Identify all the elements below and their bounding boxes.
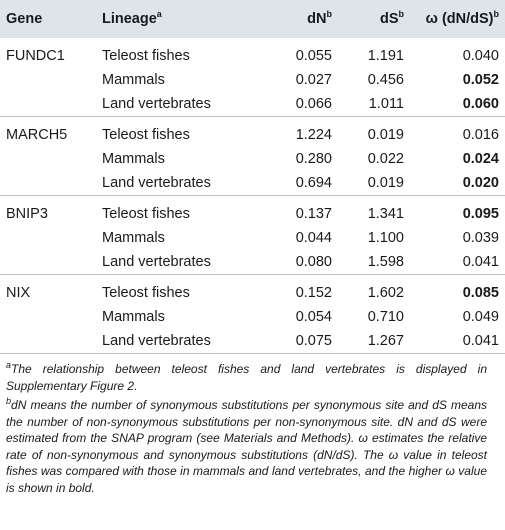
omega-cell: 0.095 [462, 206, 499, 222]
table-row [0, 117, 505, 148]
footnote-a-text: The relationship between teleost fishes and land vertebrates is displayed in Supplementary Figure 2. [6, 362, 487, 393]
dn-cell: 0.054 [295, 309, 332, 325]
header-ds: $dS^b$ [379, 9, 404, 27]
lineage-cell: Land vertebrates [102, 92, 260, 117]
omega-cell: 0.049 [462, 309, 499, 325]
dn-cell: 0.280 [295, 151, 332, 167]
gene-cell [0, 92, 102, 117]
header-dn: $dN^b$ [307, 9, 332, 27]
footnote-mark-a: a [156, 9, 162, 20]
table-row [0, 171, 505, 196]
omega-cell: 0.040 [462, 48, 499, 64]
footnote-a-mark: a [6, 360, 12, 370]
lineage-cell: Land vertebrates [102, 329, 260, 354]
omega-cell: 0.085 [462, 285, 499, 301]
ds-cell: 0.019 [367, 127, 404, 143]
ds-cell: 1.011 [332, 92, 404, 117]
omega-cell: 0.024 [462, 151, 499, 167]
ds-cell: 0.022 [367, 151, 404, 167]
lineage-cell: Mammals [102, 72, 165, 88]
dn-cell: 0.080 [260, 250, 332, 275]
lineage-cell: Teleost fishes [102, 127, 190, 143]
footnote-b [6, 397, 487, 496]
ds-cell: 1.598 [332, 250, 404, 275]
table-row [0, 38, 505, 68]
gene-cell: MARCH5 [6, 127, 68, 143]
dn-cell: 1.224 [295, 127, 332, 143]
omega-cell: 0.060 [404, 92, 505, 117]
gene-cell [0, 226, 102, 250]
gene-cell [0, 305, 102, 329]
lineage-cell: Teleost fishes [102, 206, 190, 222]
footnote-mark-b: b [398, 9, 404, 20]
dn-cell: 0.694 [260, 171, 332, 196]
header-row [0, 0, 505, 38]
footnote-a [6, 361, 487, 394]
omega-cell: 0.020 [404, 171, 505, 196]
table-row [0, 275, 505, 306]
gene-cell: FUNDC1 [6, 48, 65, 64]
gene-cell: BNIP3 [6, 206, 48, 222]
gene-cell [0, 250, 102, 275]
gene-cell [0, 68, 102, 92]
table-body [0, 38, 505, 354]
lineage-cell: Teleost fishes [102, 285, 190, 301]
table-row [0, 68, 505, 92]
gene-cell [0, 329, 102, 354]
ds-cell: 1.267 [332, 329, 404, 354]
omega-cell: 0.041 [404, 250, 505, 275]
table-row [0, 92, 505, 117]
footnote-b-text: dN means the number of synonymous substitutions per synonymous site and dS means the number of non-synonymous substitutions per non-synonymous site. dN and dS were estimated from the SNAP program (see Materials and Methods). ω estimates the relative rate of non-synonymous and synonymous substitutions (dN/dS). The ω value in teleost fishes was compared with those in mammals and land vertebrates, and the higher ω value is shown in bold. [6, 398, 487, 495]
footnote-mark-b: b [326, 9, 332, 20]
ds-cell: 1.100 [367, 230, 404, 246]
table-row [0, 250, 505, 275]
header-gene: Gene [6, 11, 43, 27]
omega-cell: 0.039 [462, 230, 499, 246]
ds-cell: 1.602 [367, 285, 404, 301]
dn-cell: 0.066 [260, 92, 332, 117]
dn-cell: 0.055 [295, 48, 332, 64]
lineage-cell: Mammals [102, 151, 165, 167]
omega-cell: 0.016 [462, 127, 499, 143]
gene-cell [0, 171, 102, 196]
ds-cell: 0.710 [367, 309, 404, 325]
omega-cell: 0.052 [462, 72, 499, 88]
ds-cell: 1.191 [367, 48, 404, 64]
dn-cell: 0.075 [260, 329, 332, 354]
table-row [0, 226, 505, 250]
gene-cell: NIX [6, 285, 31, 301]
table-row [0, 147, 505, 171]
lineage-cell: Mammals [102, 230, 165, 246]
dn-cell: 0.044 [295, 230, 332, 246]
table-row [0, 305, 505, 329]
footnote-mark-b: b [493, 9, 499, 20]
dn-cell: 0.137 [295, 206, 332, 222]
ds-cell: 0.456 [367, 72, 404, 88]
header-lineage: Lineage$^a$ [102, 9, 162, 27]
lineage-cell: Land vertebrates [102, 250, 260, 275]
lineage-cell: Teleost fishes [102, 48, 190, 64]
lineage-cell: Mammals [102, 309, 165, 325]
ds-cell: 0.019 [332, 171, 404, 196]
table-row [0, 196, 505, 227]
table-row [0, 329, 505, 354]
dn-cell: 0.152 [295, 285, 332, 301]
gene-cell [0, 147, 102, 171]
table-header [0, 0, 505, 38]
dn-cell: 0.027 [295, 72, 332, 88]
omega-cell: 0.041 [404, 329, 505, 354]
header-omega: ω $(dN/dS)^b$ [425, 9, 499, 27]
ds-cell: 1.341 [367, 206, 404, 222]
lineage-cell: Land vertebrates [102, 171, 260, 196]
footnote-b-mark: b [6, 396, 12, 406]
footnotes [0, 354, 493, 496]
